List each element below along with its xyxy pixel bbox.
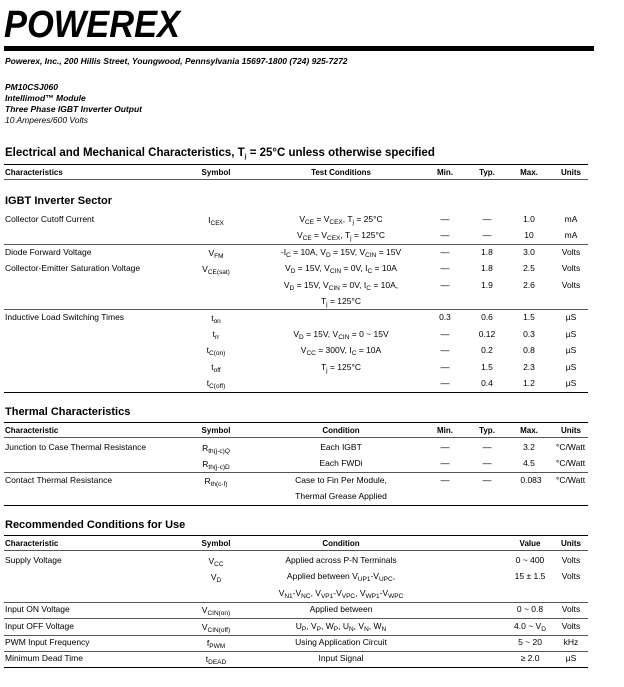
thermal-col-symbol: Symbol [201, 426, 231, 435]
min-toff: — [440, 362, 450, 372]
rec-col-condition: Condition [322, 539, 360, 548]
electrical-title: Electrical and Mechanical Characteristics, $T_j = 25^\circ C$ unless otherwise specified [5, 147, 435, 160]
symbol-vfm: $V_{FM}$ [208, 248, 224, 260]
thermal-col-characteristic: Characteristic [5, 426, 59, 435]
min-tcon: — [440, 345, 450, 355]
divider [4, 309, 588, 310]
symbol-fpwm: $f_{PWM}$ [206, 638, 226, 650]
typ-tcon: 0.2 [481, 345, 493, 355]
symbol-tdead: $t_{DEAD}$ [205, 654, 227, 666]
cond-row1: $V_{CE} = V_{CEX}$, $T_j = 25^\circ C$ [299, 214, 383, 226]
col-header-characteristics: Characteristics [5, 168, 63, 177]
symbol-ton: $t_{on}$ [211, 313, 221, 325]
thermal-col-min: Min. [437, 426, 453, 435]
thermal-unit-1: °C/Watt [556, 442, 586, 452]
char-contact-thermal: Contact Thermal Resistance [5, 475, 113, 485]
cond-applied-between: Applied between [309, 604, 373, 614]
svg-text:POWEREX: POWEREX [4, 6, 182, 42]
cond-switching-2: $V_{CC} = 300V$, $I_C = 10A$ [300, 345, 382, 357]
powerex-logo [4, 6, 182, 42]
divider [4, 392, 588, 393]
cond-row5: $V_D = 15V$, $V_{CIN} = 0V$, $I_C = 10A$, [283, 280, 399, 292]
cond-each-igbt: Each IGBT [320, 442, 362, 452]
thermal-unit-3: °C/Watt [556, 475, 586, 485]
thermal-max-3: 0.083 [520, 475, 542, 485]
divider [4, 602, 588, 603]
typ-row2: — [482, 230, 492, 240]
char-switching-times: Inductive Load Switching Times [5, 312, 125, 322]
thermal-col-max: Max. [520, 426, 538, 435]
cond-thermal-grease: Thermal Grease Applied [295, 491, 387, 501]
max-row2: 10 [524, 230, 534, 240]
max-trr: 0.3 [523, 329, 535, 339]
header-rule [4, 46, 594, 51]
divider [4, 618, 588, 619]
min-trr: — [440, 329, 450, 339]
char-junction-case: Junction to Case Thermal Resistance [5, 442, 147, 452]
cond-input-signal: Input Signal [318, 653, 364, 663]
cond-each-fwdi: Each FWDi [319, 458, 363, 468]
unit-row2: mA [564, 230, 578, 240]
value-vcin-on: 0 ~ 0.8 [516, 604, 544, 614]
value-vcin-off: 4.0 ~ $V_D$ [514, 621, 546, 633]
cond-applied-between-vd: Applied between $V_{UP1}-V_{UPC}$, [286, 571, 396, 583]
thermal-min-2: — [440, 458, 450, 468]
igbt-section-title: IGBT Inverter Sector [5, 195, 112, 207]
max-row5: 2.6 [523, 280, 535, 290]
unit-tcoff: µS [565, 378, 577, 388]
typ-row3: 1.8 [481, 247, 493, 257]
symbol-rth-jc-q: $R_{th(j-c)Q}$ [202, 443, 230, 455]
thermal-max-2: 4.5 [523, 458, 535, 468]
cond-application-circuit: Using Application Circuit [295, 637, 387, 647]
divider [4, 244, 588, 245]
unit-toff: µS [565, 362, 577, 372]
symbol-trr: $t_{rr}$ [212, 329, 220, 341]
divider [4, 535, 588, 536]
divider [4, 635, 588, 636]
value-tdead: ≥ 2.0 [520, 653, 540, 663]
part-number: PM10CSJ060 [5, 82, 58, 92]
company-address: Powerex, Inc., 200 Hillis Street, Youngwood, Pennsylvania 15697-1800 (724) 925-7272 [5, 56, 348, 66]
thermal-col-typ: Typ. [479, 426, 495, 435]
unit-ton: µS [565, 312, 577, 322]
typ-toff: 1.5 [481, 362, 493, 372]
unit-row4: Volts [561, 263, 581, 273]
char-dead-time: Minimum Dead Time [5, 653, 83, 663]
max-row1: 1.0 [523, 214, 535, 224]
product-line: Intellimod™ Module [5, 93, 86, 103]
col-header-typ: Typ. [479, 168, 495, 177]
typ-ton: 0.6 [481, 312, 493, 322]
divider [4, 472, 588, 473]
min-row5: — [440, 280, 450, 290]
max-row3: 3.0 [523, 247, 535, 257]
symbol-rth-jc-d: $R_{th(j-c)D}$ [202, 459, 230, 471]
cond-case-to-fin: Case to Fin Per Module, [295, 475, 387, 485]
symbol-rth-cf: $R_{th(c-f)}$ [204, 476, 228, 488]
char-input-on: Input ON Voltage [5, 604, 70, 614]
char-supply-voltage: Supply Voltage [5, 555, 62, 565]
symbol-vd: $V_D$ [210, 572, 222, 584]
unit-row3: Volts [561, 247, 581, 257]
divider [4, 505, 588, 506]
char-collector-cutoff: Collector Cutoff Current [5, 214, 95, 224]
recommended-title: Recommended Conditions for Use [5, 519, 186, 531]
divider [4, 422, 588, 423]
divider [4, 179, 588, 180]
symbol-toff: $t_{off}$ [211, 362, 221, 374]
col-header-max: Max. [520, 168, 538, 177]
min-row2: — [440, 230, 450, 240]
symbol-vcc: $V_{CC}$ [208, 556, 224, 568]
char-pwm-frequency: PWM Input Frequency [5, 637, 90, 647]
unit-tcon: µS [565, 345, 577, 355]
min-tcoff: — [440, 378, 450, 388]
value-vd: 15 ± 1.5 [514, 571, 546, 581]
thermal-typ-1: — [482, 442, 492, 452]
typ-row5: 1.9 [481, 280, 493, 290]
max-row4: 2.5 [523, 263, 535, 273]
unit-trr: µS [565, 329, 577, 339]
unit-vcin-on: Volts [561, 604, 581, 614]
thermal-unit-2: °C/Watt [556, 458, 586, 468]
max-ton: 1.5 [523, 312, 535, 322]
thermal-max-1: 3.2 [523, 442, 535, 452]
rec-col-characteristic: Characteristic [5, 539, 59, 548]
divider [4, 164, 588, 165]
product-description: Three Phase IGBT Inverter Output [5, 104, 142, 114]
cond-row4: $V_D = 15V$, $V_{CIN} = 0V$, $I_C = 10A$ [285, 263, 397, 275]
unit-tdead: µS [565, 653, 577, 663]
char-input-off: Input OFF Voltage [5, 621, 74, 631]
typ-trr: 0.12 [478, 329, 496, 339]
col-header-units: Units [561, 168, 581, 177]
symbol-tcon: $t_{C(on)}$ [206, 345, 226, 357]
unit-row5: Volts [561, 280, 581, 290]
rec-col-units: Units [561, 539, 581, 548]
rec-col-symbol: Symbol [201, 539, 231, 548]
min-row3: — [440, 247, 450, 257]
value-fpwm: 5 ~ 20 [518, 637, 542, 647]
unit-vd: Volts [561, 571, 581, 581]
thermal-min-3: — [440, 475, 450, 485]
cond-row5-line2: $T_j = 125^\circ C$ [320, 296, 362, 308]
divider [4, 651, 588, 652]
rec-col-value: Value [519, 539, 541, 548]
thermal-title: Thermal Characteristics [5, 406, 131, 418]
cond-switching-1: $V_D = 15V$, $V_{CIN} = 0$ ~ 15V [293, 329, 389, 341]
min-row1: — [440, 214, 450, 224]
unit-vcin-off: Volts [561, 621, 581, 631]
typ-row1: — [482, 214, 492, 224]
col-header-symbol: Symbol [201, 168, 231, 177]
unit-row1: mA [564, 214, 578, 224]
min-ton: 0.3 [439, 312, 451, 322]
divider [4, 437, 588, 438]
cond-row2: $V_{CE} = V_{CEX}$, $T_j = 125^\circ C$ [296, 230, 386, 242]
divider [4, 550, 588, 551]
thermal-typ-2: — [482, 458, 492, 468]
cond-switching-3: $T_j = 125^\circ C$ [320, 362, 362, 374]
typ-row4: 1.8 [481, 263, 493, 273]
max-tcoff: 1.2 [523, 378, 535, 388]
cond-pn-terminals: Applied across P-N Terminals [285, 555, 397, 565]
char-diode-forward: Diode Forward Voltage [5, 247, 92, 257]
typ-tcoff: 0.4 [481, 378, 493, 388]
symbol-tcoff: $t_{C(off)}$ [206, 378, 226, 390]
symbol-icex: $I_{CEX}$ [208, 215, 224, 227]
unit-fpwm: kHz [563, 637, 579, 647]
thermal-col-condition: Condition [322, 426, 360, 435]
cond-applied-between-vd-2: $V_{N1}-V_{NC}$, $V_{VP1}-V_{VPC}$, $V_{WP1}-V_{WPC}$ [278, 588, 404, 600]
symbol-vcin-on: $V_{CIN(on)}$ [201, 605, 231, 617]
char-vce-sat: Collector-Emitter Saturation Voltage [5, 263, 141, 273]
thermal-min-1: — [440, 442, 450, 452]
col-header-test-conditions: Test Conditions [311, 168, 371, 177]
thermal-typ-3: — [482, 475, 492, 485]
divider [4, 667, 588, 668]
symbol-vcin-off: $V_{CIN(off)}$ [201, 622, 231, 634]
symbol-vcesat: $V_{CE(sat)}$ [202, 264, 230, 276]
max-tcon: 0.8 [523, 345, 535, 355]
cond-row3: $-I_C = 10A$, $V_D = 15V$, $V_{CIN} = 15V$ [280, 247, 402, 259]
product-rating: 10 Amperes/600 Volts [5, 115, 88, 125]
thermal-col-units: Units [561, 426, 581, 435]
value-vcc: 0 ~ 400 [515, 555, 545, 565]
cond-input-pins: $U_P$, $V_P$, $W_P$, $U_N$, $V_N$, $W_N$ [295, 621, 387, 633]
col-header-min: Min. [437, 168, 453, 177]
min-row4: — [440, 263, 450, 273]
max-toff: 2.3 [523, 362, 535, 372]
unit-vcc: Volts [561, 555, 581, 565]
